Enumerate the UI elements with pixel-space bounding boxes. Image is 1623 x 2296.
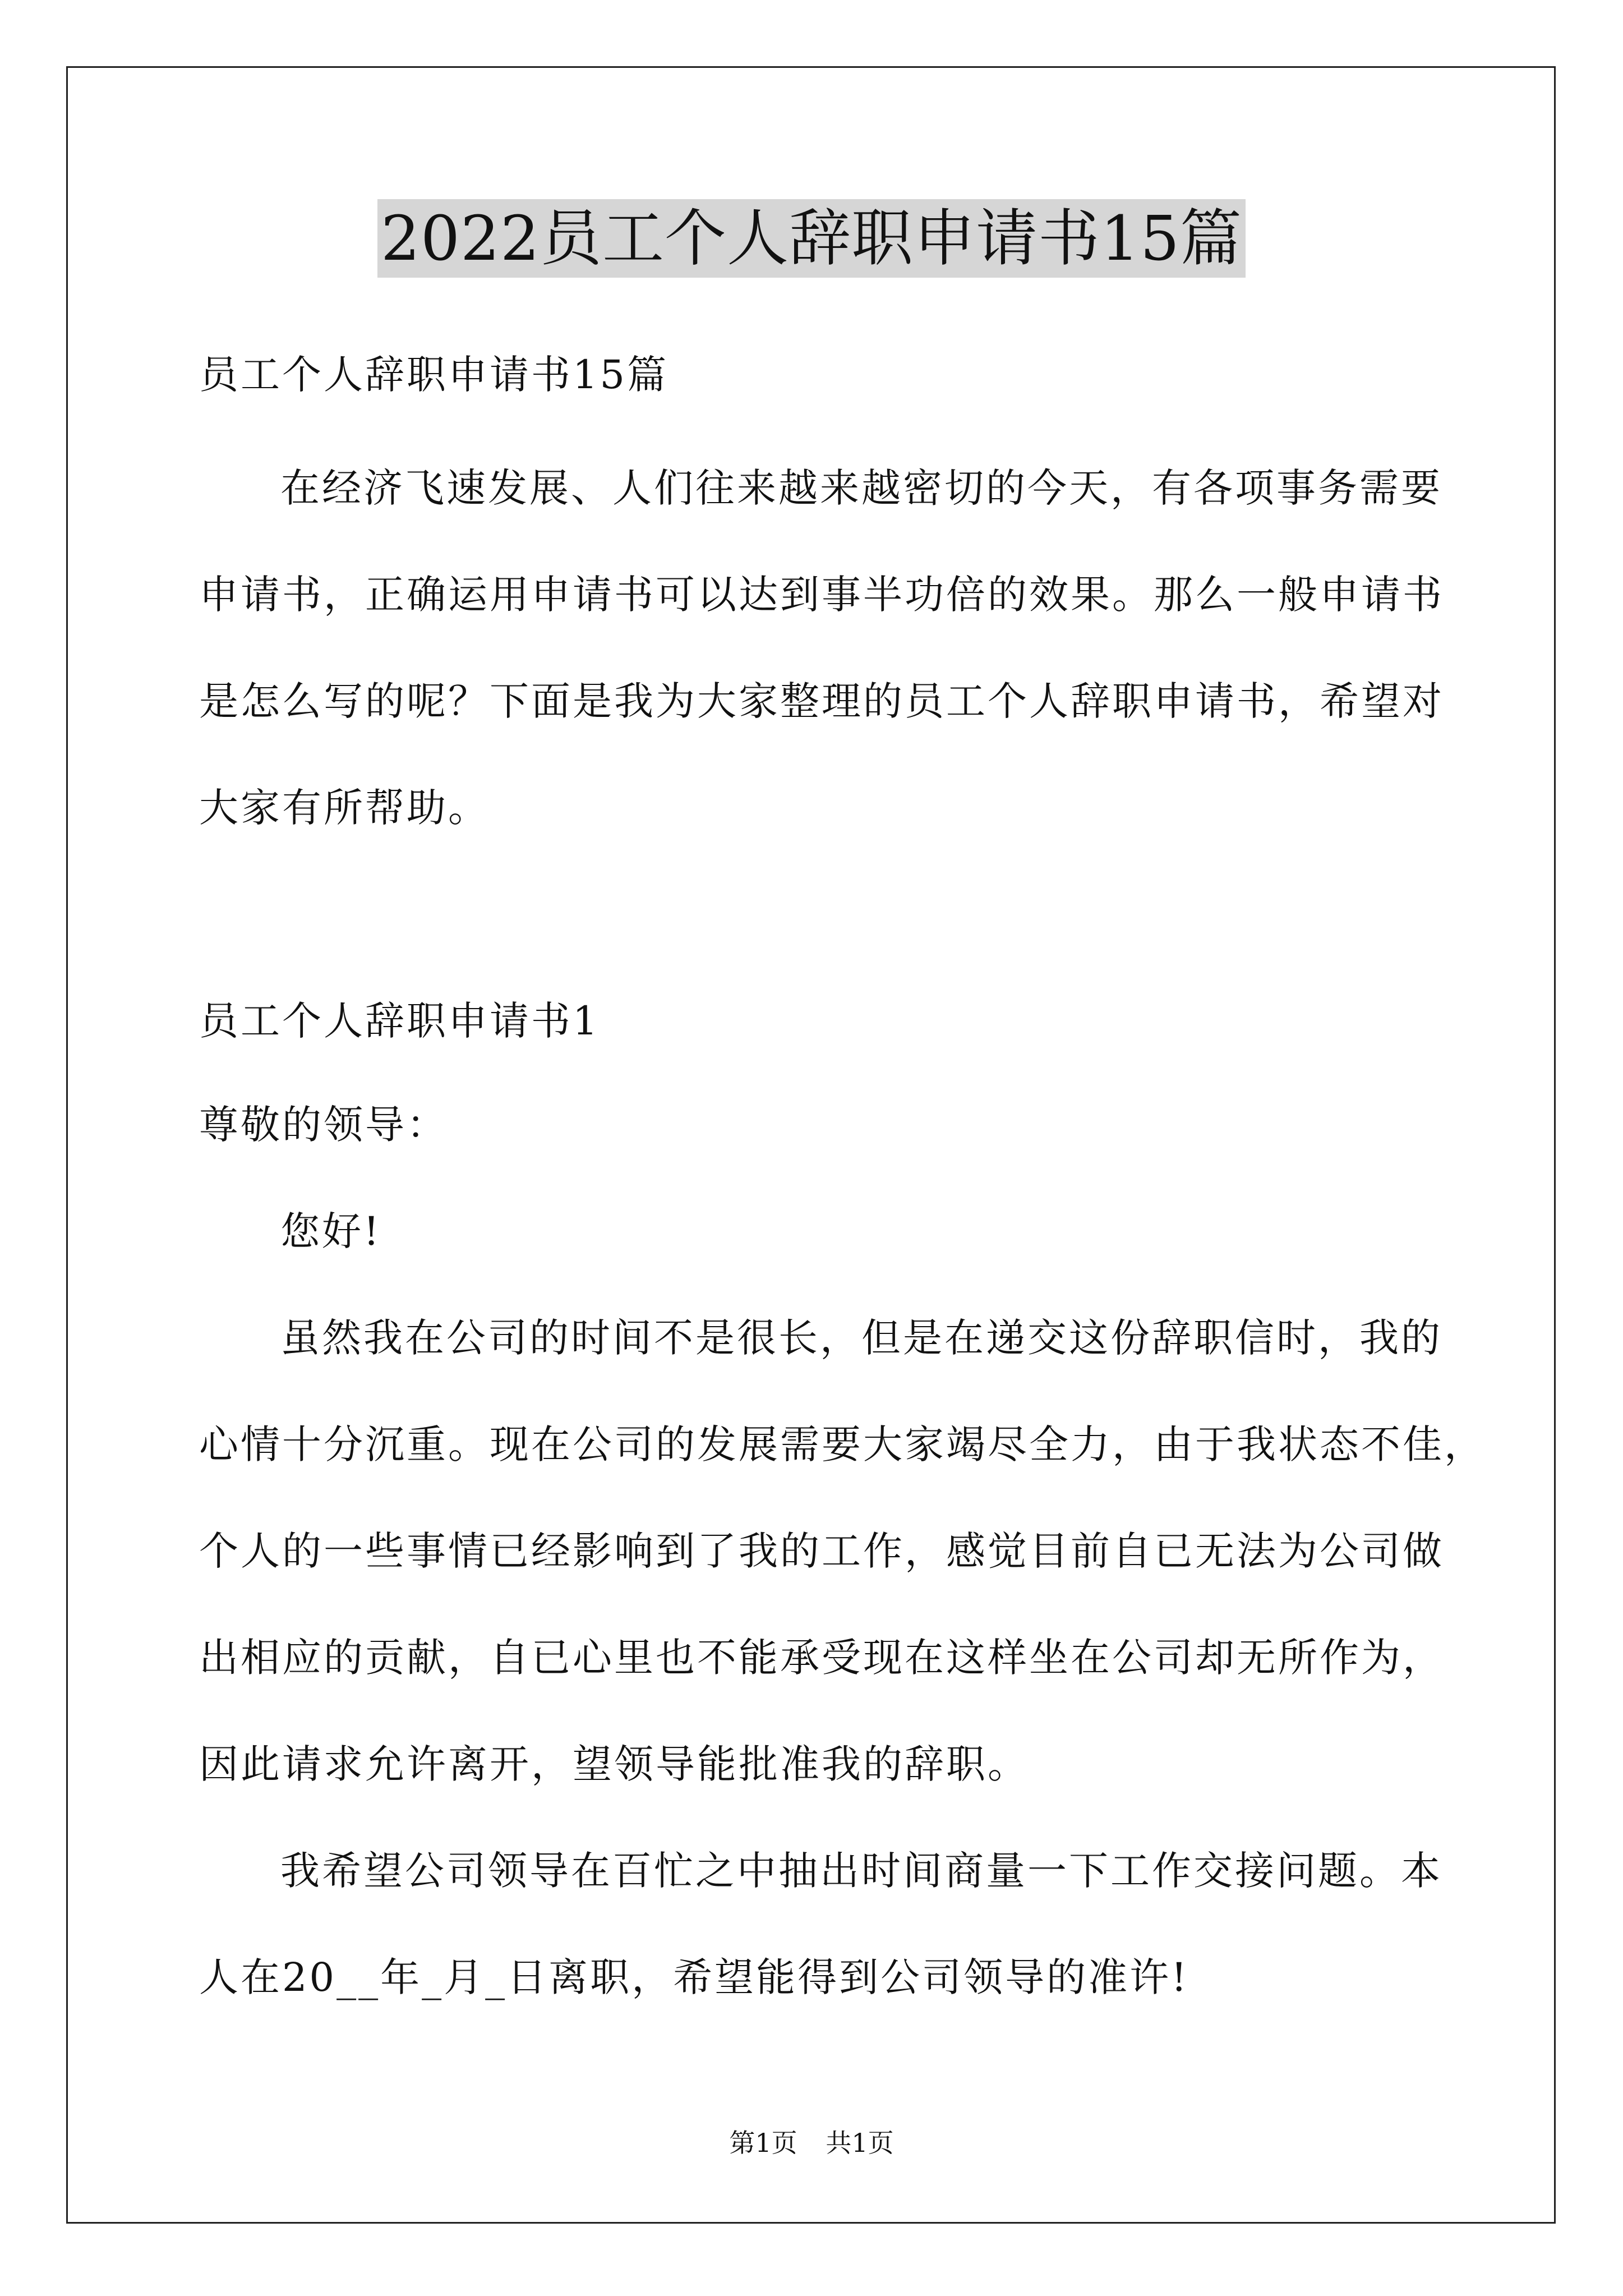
body-line-4: 出相应的贡献，自已心里也不能承受现在这样坐在公司却无所作为， [199, 1635, 1444, 1681]
document-subtitle: 员工个人辞职申请书15篇 [199, 352, 669, 398]
body-line-1: 虽然我在公司的时间不是很长，但是在递交这份辞职信时，我的 [280, 1315, 1442, 1361]
greeting: 您好! [280, 1208, 382, 1254]
body-line-6: 我希望公司领导在百忙之中抽出时间商量一下工作交接问题。本 [280, 1848, 1442, 1894]
salutation: 尊敬的领导： [199, 1102, 448, 1148]
intro-line-1: 在经济飞速发展、人们往来越来越密切的今天，有各项事务需要 [280, 465, 1442, 511]
page-current: 第1页 [729, 2128, 797, 2158]
intro-line-3: 是怎么写的呢？下面是我为大家整理的员工个人辞职申请书，希望对 [199, 678, 1444, 724]
body-line-3: 个人的一些事情已经影响到了我的工作，感觉目前自已无法为公司做 [199, 1528, 1444, 1574]
intro-line-4: 大家有所帮助。 [199, 785, 490, 831]
page-footer [0, 2126, 1623, 2160]
intro-line-2: 申请书，正确运用申请书可以达到事半功倍的效果。那么一般申请书 [199, 572, 1444, 618]
document-title: 2022员工个人辞职申请书15篇 [377, 199, 1246, 278]
section-heading: 员工个人辞职申请书1 [199, 998, 600, 1044]
body-line-2: 心情十分沉重。现在公司的发展需要大家竭尽全力，由于我状态不佳， [199, 1421, 1486, 1467]
body-line-5: 因此请求允许离开，望领导能批准我的辞职。 [199, 1741, 1029, 1787]
body-line-7: 人在20__年_月_日离职，希望能得到公司领导的准许! [199, 1954, 1189, 2000]
page-total: 共1页 [826, 2128, 894, 2158]
title-container [0, 199, 1623, 278]
